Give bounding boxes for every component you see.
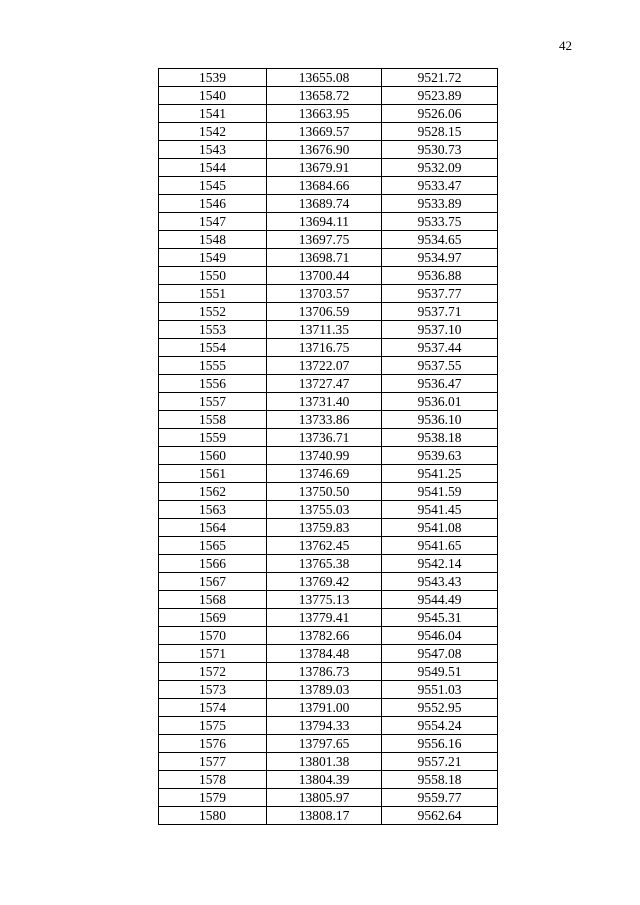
value-a-cell: 13697.75 [267,231,382,249]
row-index-cell: 1570 [159,627,267,645]
value-b-cell: 9546.04 [382,627,498,645]
row-index-cell: 1554 [159,339,267,357]
value-a-cell: 13706.59 [267,303,382,321]
value-b-cell: 9533.47 [382,177,498,195]
row-index-cell: 1567 [159,573,267,591]
table-row [159,321,498,339]
row-index-cell: 1543 [159,141,267,159]
value-b-cell: 9554.24 [382,717,498,735]
table-row [159,627,498,645]
row-index-cell: 1545 [159,177,267,195]
value-a-cell: 13698.71 [267,249,382,267]
table-row [159,807,498,825]
table-row [159,429,498,447]
value-b-cell: 9536.47 [382,375,498,393]
row-index-cell: 1551 [159,285,267,303]
table-row [159,393,498,411]
value-a-cell: 13769.42 [267,573,382,591]
table-row [159,285,498,303]
value-a-cell: 13731.40 [267,393,382,411]
row-index-cell: 1539 [159,69,267,87]
value-a-cell: 13786.73 [267,663,382,681]
value-b-cell: 9536.01 [382,393,498,411]
row-index-cell: 1558 [159,411,267,429]
row-index-cell: 1575 [159,717,267,735]
value-a-cell: 13765.38 [267,555,382,573]
value-b-cell: 9558.18 [382,771,498,789]
table-row [159,375,498,393]
row-index-cell: 1568 [159,591,267,609]
row-index-cell: 1553 [159,321,267,339]
value-b-cell: 9549.51 [382,663,498,681]
value-b-cell: 9534.97 [382,249,498,267]
table-row [159,573,498,591]
value-b-cell: 9536.88 [382,267,498,285]
table-row [159,411,498,429]
value-a-cell: 13700.44 [267,267,382,285]
table-row [159,735,498,753]
value-a-cell: 13676.90 [267,141,382,159]
table-row [159,159,498,177]
value-a-cell: 13669.57 [267,123,382,141]
row-index-cell: 1559 [159,429,267,447]
value-b-cell: 9562.64 [382,807,498,825]
value-a-cell: 13736.71 [267,429,382,447]
value-b-cell: 9530.73 [382,141,498,159]
value-a-cell: 13801.38 [267,753,382,771]
table-row [159,69,498,87]
value-b-cell: 9533.75 [382,213,498,231]
table-row [159,501,498,519]
value-b-cell: 9552.95 [382,699,498,717]
row-index-cell: 1572 [159,663,267,681]
row-index-cell: 1557 [159,393,267,411]
value-b-cell: 9541.59 [382,483,498,501]
value-a-cell: 13722.07 [267,357,382,375]
value-a-cell: 13746.69 [267,465,382,483]
table-row [159,123,498,141]
value-a-cell: 13808.17 [267,807,382,825]
value-a-cell: 13804.39 [267,771,382,789]
row-index-cell: 1544 [159,159,267,177]
value-a-cell: 13703.57 [267,285,382,303]
value-b-cell: 9539.63 [382,447,498,465]
table-row [159,249,498,267]
table-row [159,591,498,609]
table-row [159,87,498,105]
row-index-cell: 1579 [159,789,267,807]
value-b-cell: 9538.18 [382,429,498,447]
table-row [159,357,498,375]
value-b-cell: 9544.49 [382,591,498,609]
value-a-cell: 13694.11 [267,213,382,231]
table-row [159,789,498,807]
table-row [159,519,498,537]
row-index-cell: 1564 [159,519,267,537]
table-row [159,555,498,573]
value-b-cell: 9537.71 [382,303,498,321]
value-a-cell: 13689.74 [267,195,382,213]
row-index-cell: 1566 [159,555,267,573]
row-index-cell: 1548 [159,231,267,249]
table-row [159,447,498,465]
value-a-cell: 13794.33 [267,717,382,735]
row-index-cell: 1576 [159,735,267,753]
value-b-cell: 9536.10 [382,411,498,429]
row-index-cell: 1578 [159,771,267,789]
value-b-cell: 9537.77 [382,285,498,303]
row-index-cell: 1542 [159,123,267,141]
data-table [158,68,498,825]
value-a-cell: 13791.00 [267,699,382,717]
table-row [159,663,498,681]
table-row [159,753,498,771]
value-b-cell: 9528.15 [382,123,498,141]
value-a-cell: 13711.35 [267,321,382,339]
row-index-cell: 1571 [159,645,267,663]
value-a-cell: 13658.72 [267,87,382,105]
page-number: 42 [559,38,572,53]
value-b-cell: 9521.72 [382,69,498,87]
table-row [159,699,498,717]
table-row [159,717,498,735]
value-a-cell: 13779.41 [267,609,382,627]
value-a-cell: 13762.45 [267,537,382,555]
table-row [159,681,498,699]
row-index-cell: 1577 [159,753,267,771]
row-index-cell: 1562 [159,483,267,501]
value-b-cell: 9541.08 [382,519,498,537]
value-a-cell: 13663.95 [267,105,382,123]
table-row [159,177,498,195]
value-b-cell: 9559.77 [382,789,498,807]
value-b-cell: 9537.10 [382,321,498,339]
value-b-cell: 9534.65 [382,231,498,249]
row-index-cell: 1580 [159,807,267,825]
value-a-cell: 13740.99 [267,447,382,465]
table-row [159,213,498,231]
row-index-cell: 1556 [159,375,267,393]
value-a-cell: 13782.66 [267,627,382,645]
value-b-cell: 9541.65 [382,537,498,555]
table-row [159,609,498,627]
table-row [159,339,498,357]
value-a-cell: 13679.91 [267,159,382,177]
table-body [159,69,498,825]
value-a-cell: 13797.65 [267,735,382,753]
row-index-cell: 1560 [159,447,267,465]
table-row [159,537,498,555]
row-index-cell: 1552 [159,303,267,321]
value-b-cell: 9537.44 [382,339,498,357]
table-row [159,141,498,159]
value-a-cell: 13684.66 [267,177,382,195]
row-index-cell: 1549 [159,249,267,267]
table-row [159,771,498,789]
table-row [159,483,498,501]
value-b-cell: 9533.89 [382,195,498,213]
table-row [159,267,498,285]
value-b-cell: 9551.03 [382,681,498,699]
table-row [159,303,498,321]
value-b-cell: 9556.16 [382,735,498,753]
row-index-cell: 1563 [159,501,267,519]
value-a-cell: 13727.47 [267,375,382,393]
value-a-cell: 13716.75 [267,339,382,357]
row-index-cell: 1569 [159,609,267,627]
row-index-cell: 1561 [159,465,267,483]
value-a-cell: 13789.03 [267,681,382,699]
value-a-cell: 13655.08 [267,69,382,87]
table-row [159,465,498,483]
table-row [159,195,498,213]
row-index-cell: 1540 [159,87,267,105]
row-index-cell: 1573 [159,681,267,699]
value-b-cell: 9543.43 [382,573,498,591]
value-b-cell: 9541.25 [382,465,498,483]
value-a-cell: 13755.03 [267,501,382,519]
row-index-cell: 1541 [159,105,267,123]
row-index-cell: 1550 [159,267,267,285]
value-b-cell: 9557.21 [382,753,498,771]
value-b-cell: 9526.06 [382,105,498,123]
value-a-cell: 13750.50 [267,483,382,501]
value-b-cell: 9523.89 [382,87,498,105]
row-index-cell: 1565 [159,537,267,555]
row-index-cell: 1546 [159,195,267,213]
value-b-cell: 9545.31 [382,609,498,627]
value-b-cell: 9541.45 [382,501,498,519]
row-index-cell: 1547 [159,213,267,231]
value-b-cell: 9547.08 [382,645,498,663]
value-b-cell: 9542.14 [382,555,498,573]
table-row [159,105,498,123]
table-row [159,645,498,663]
value-a-cell: 13733.86 [267,411,382,429]
value-b-cell: 9532.09 [382,159,498,177]
value-a-cell: 13775.13 [267,591,382,609]
value-a-cell: 13759.83 [267,519,382,537]
table-row [159,231,498,249]
value-b-cell: 9537.55 [382,357,498,375]
row-index-cell: 1574 [159,699,267,717]
value-a-cell: 13805.97 [267,789,382,807]
row-index-cell: 1555 [159,357,267,375]
value-a-cell: 13784.48 [267,645,382,663]
